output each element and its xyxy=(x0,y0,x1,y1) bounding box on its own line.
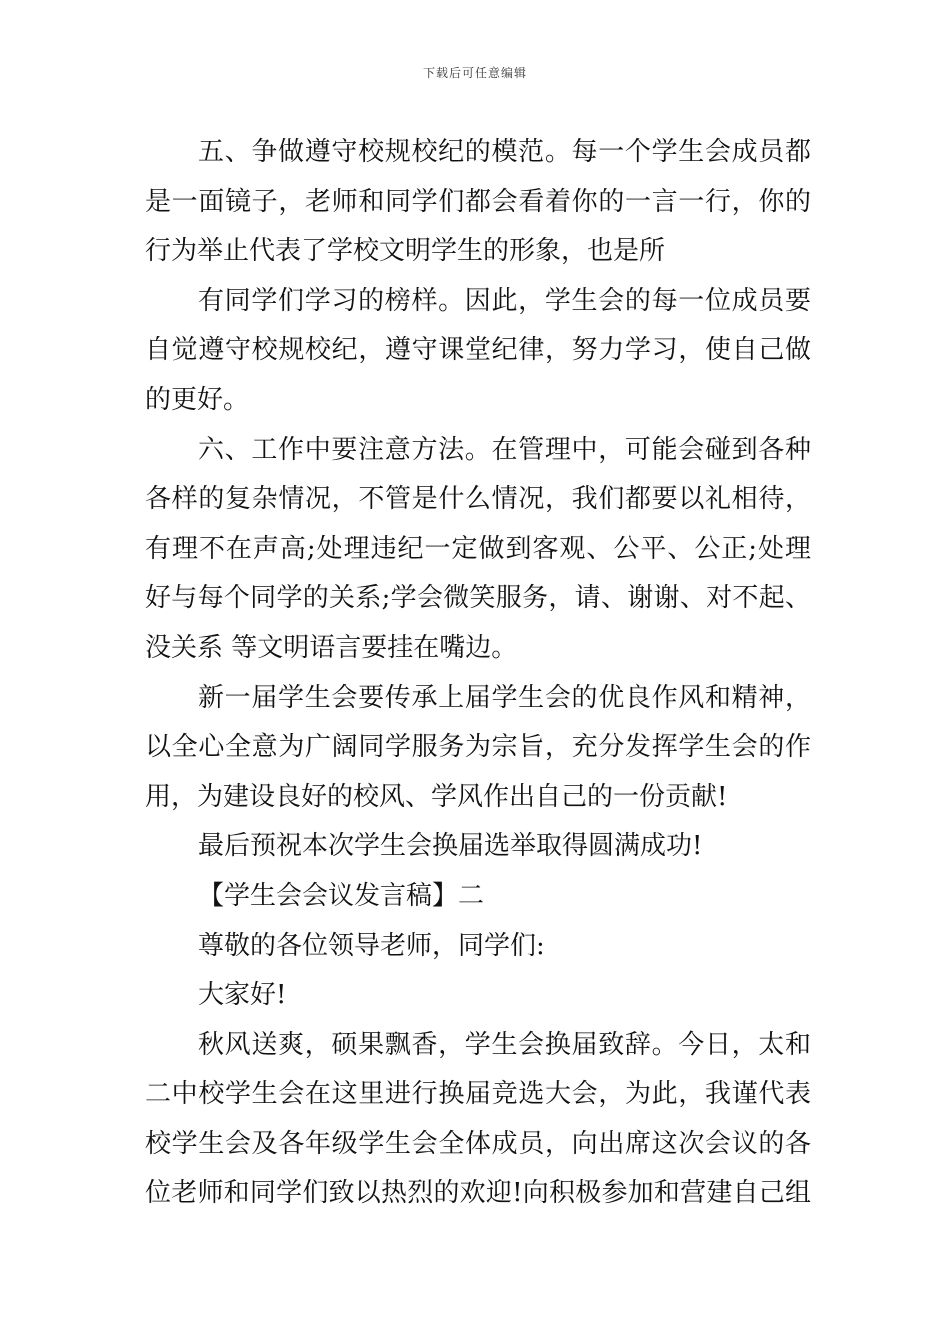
text-line: 新一届学生会要传承上届学生会的优良作风和精神， xyxy=(198,682,811,713)
text-line: 【学生会会议发言稿】二 xyxy=(198,880,485,911)
text-line: 有理不在声高;处理违纪一定做到客观、公平、公正;处理 xyxy=(145,533,811,564)
text-line: 各样的复杂情况，不管是什么情况，我们都要以礼相待， xyxy=(145,484,811,515)
text-line: 位老师和同学们致以热烈的欢迎!向积极参加和营建自己组 xyxy=(145,1178,811,1209)
text-line: 秋风送爽，硕果飘香，学生会换届致辞。今日，太和 xyxy=(198,1029,811,1060)
text-line: 尊敬的各位领导老师，同学们: xyxy=(198,930,545,961)
text-line: 的更好。 xyxy=(145,384,250,415)
text-line: 好与每个同学的关系;学会微笑服务，请、谢谢、对不起、 xyxy=(145,583,811,614)
text-line: 五、争做遵守校规校纪的模范。每一个学生会成员都 xyxy=(198,137,811,167)
text-line: 以全心全意为广阔同学服务为宗旨，充分发挥学生会的作 xyxy=(145,732,811,763)
page-header-note: 下载后可任意编辑 xyxy=(422,66,527,80)
text-line: 有同学们学习的榜样。因此，学生会的每一位成员要 xyxy=(198,285,811,316)
text-line: 用，为建设良好的校风、学风作出自己的一份贡献! xyxy=(145,781,728,812)
text-line: 行为举止代表了学校文明学生的形象，也是所 xyxy=(145,236,666,267)
text-line: 二中校学生会在这里进行换届竞选大会，为此，我谨代表 xyxy=(145,1079,811,1110)
text-line: 校学生会及各年级学生会全体成员，向出席这次会议的各 xyxy=(145,1128,811,1159)
text-line: 大家好! xyxy=(198,980,287,1011)
text-line: 是一面镜子，老师和同学们都会看着你的一言一行，你的 xyxy=(145,186,811,217)
text-line: 六、工作中要注意方法。在管理中，可能会碰到各种 xyxy=(198,434,811,465)
document-body xyxy=(145,128,811,1219)
text-line: 没关系 等文明语言要挂在嘴边。 xyxy=(145,632,518,663)
text-line: 最后预祝本次学生会换届选举取得圆满成功! xyxy=(198,831,703,862)
text-line: 自觉遵守校规校纪，遵守课堂纪律，努力学习，使自己做 xyxy=(145,335,811,366)
